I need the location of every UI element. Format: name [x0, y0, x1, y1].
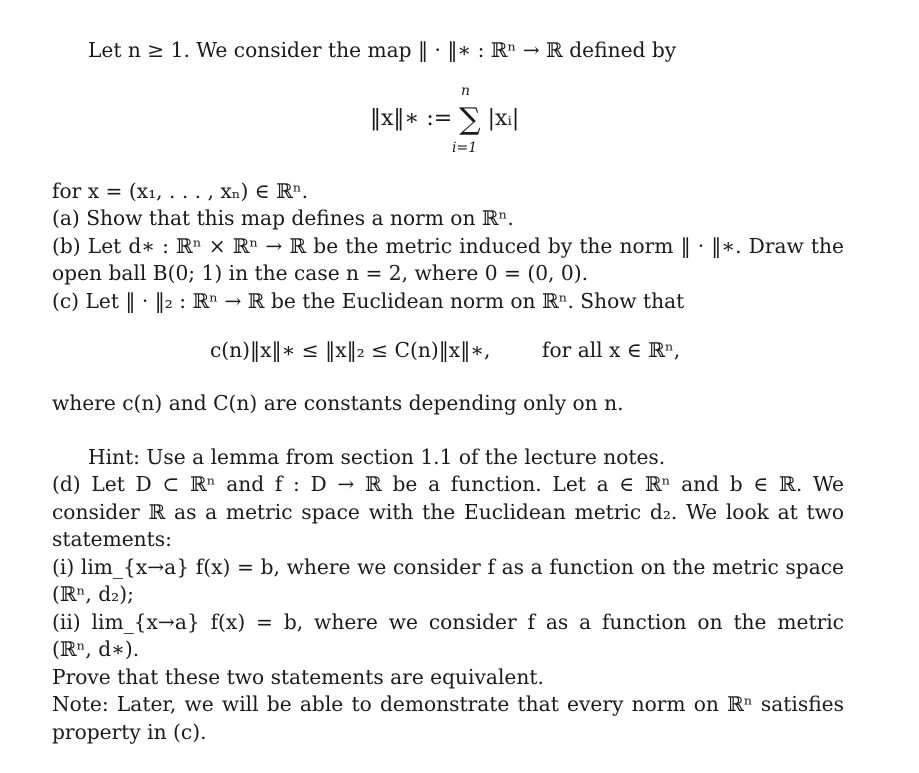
- part-d-line-2: consider ℝ as a metric space with the Euclidean metric d₂. We look at two: [52, 500, 844, 524]
- part-b-line-2: open ball B(0; 1) in the case n = 2, where 0 = (0, 0).: [52, 261, 589, 285]
- norm-lhs: ‖x‖∗ :=: [370, 106, 453, 131]
- note-line-1: Note: Later, we will be able to demonstrate that every norm on ℝⁿ satisfies: [52, 692, 844, 716]
- statement-i-line-1: (i) lim_{x→a} f(x) = b, where we consider f as a function on the metric space: [52, 555, 844, 579]
- sum-lower-limit: i=1: [452, 140, 478, 156]
- part-c-text: (c) Let ‖ · ‖₂ : ℝⁿ → ℝ be the Euclidean norm on ℝⁿ. Show that: [52, 289, 685, 313]
- intro-text: Let n ≥ 1. We consider the map ‖ · ‖∗ : ℝⁿ → ℝ defined by: [88, 38, 677, 62]
- inequality-formula: c(n)‖x‖∗ ≤ ‖x‖₂ ≤ C(n)‖x‖∗,: [210, 338, 491, 362]
- sum-upper-limit: n: [461, 83, 471, 99]
- statement-ii-line-2: (ℝⁿ, d∗).: [52, 637, 140, 661]
- part-a-text: (a) Show that this map defines a norm on ℝⁿ.: [52, 206, 514, 230]
- inequality-condition: for all x ∈ ℝⁿ,: [542, 338, 681, 362]
- sum-term: |xᵢ|: [487, 106, 520, 131]
- sigma-symbol: ∑: [459, 102, 481, 137]
- sum-expression: [370, 102, 519, 137]
- part-d-line-1: (d) Let D ⊂ ℝⁿ and f : D → ℝ be a function. Let a ∈ ℝⁿ and b ∈ ℝ. We: [52, 472, 844, 496]
- where-constants-text: where c(n) and C(n) are constants depending only on n.: [52, 391, 624, 415]
- prove-text: Prove that these two statements are equivalent.: [52, 665, 544, 689]
- part-d-line-3: statements:: [52, 527, 172, 551]
- norm-definition-formula: [0, 80, 919, 160]
- statement-i-line-2: (ℝⁿ, d₂);: [52, 582, 134, 606]
- hint-text: Hint: Use a lemma from section 1.1 of the lecture notes.: [88, 445, 666, 469]
- statement-ii-line-1: (ii) lim_{x→a} f(x) = b, where we consider f as a function on the metric: [52, 610, 844, 634]
- note-line-2: property in (c).: [52, 720, 207, 744]
- part-b-line-1: (b) Let d∗ : ℝⁿ × ℝⁿ → ℝ be the metric induced by the norm ‖ · ‖∗. Draw the: [52, 234, 844, 258]
- for-x-text: for x = (x₁, . . . , xₙ) ∈ ℝⁿ.: [52, 179, 309, 203]
